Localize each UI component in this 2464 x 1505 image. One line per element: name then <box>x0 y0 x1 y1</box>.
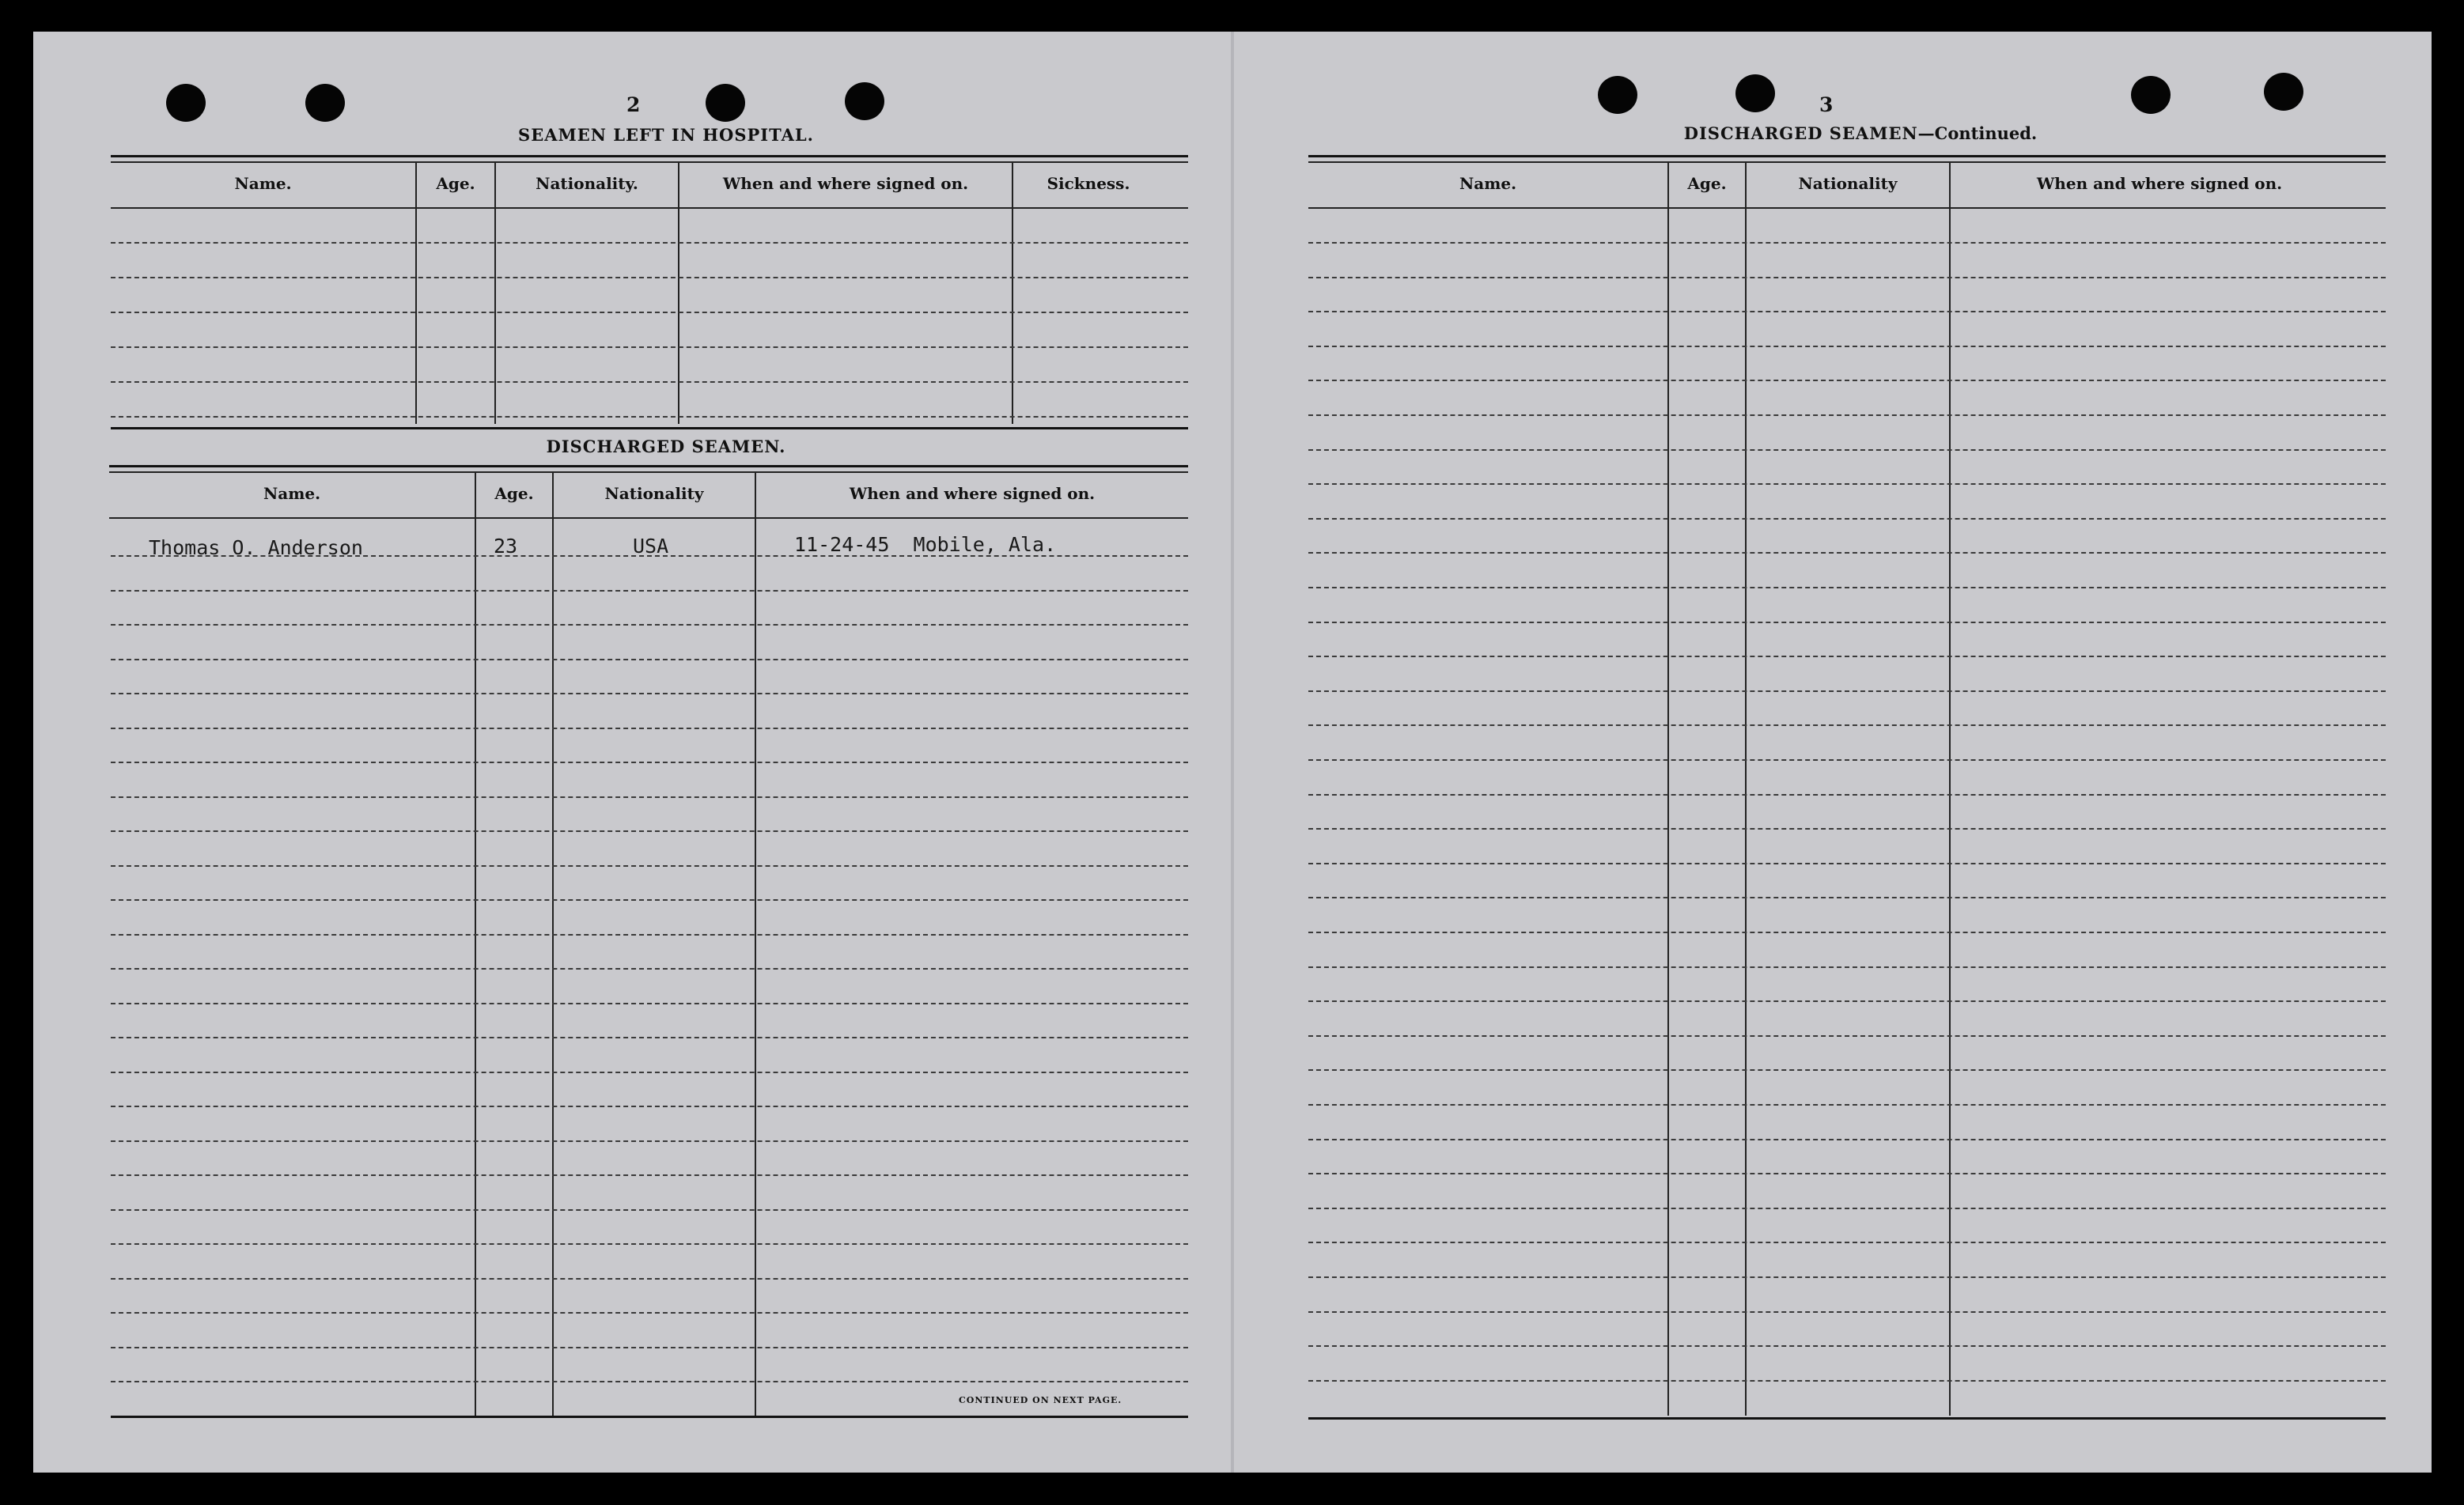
rule <box>111 1416 1188 1418</box>
row-line <box>111 1106 1188 1107</box>
discharged-section-title: DISCHARGED SEAMEN. <box>546 437 786 456</box>
row-line <box>1308 587 2386 588</box>
row-line <box>1308 1311 2386 1313</box>
continued-col-age: Age. <box>1687 174 1727 193</box>
row-line <box>111 1381 1188 1382</box>
col-divider <box>494 163 496 424</box>
discharged-row-name: Thomas O. Anderson <box>149 536 363 559</box>
row-line <box>111 1140 1188 1142</box>
col-divider <box>415 163 417 424</box>
hospital-col-name: Name. <box>234 174 292 193</box>
discharged-col-signed-on: When and where signed on. <box>849 484 1096 503</box>
col-divider <box>1667 163 1669 1416</box>
discharged-col-name: Name. <box>263 484 321 503</box>
rule <box>1669 207 2386 209</box>
row-line <box>1308 1139 2386 1140</box>
page-number-right: 3 <box>1819 93 1834 116</box>
row-line <box>1308 622 2386 623</box>
row-line <box>111 242 1188 244</box>
hospital-col-nationality: Nationality. <box>536 174 638 193</box>
punch-hole <box>1598 76 1637 114</box>
row-line <box>1308 1208 2386 1209</box>
rule <box>109 465 1188 467</box>
row-line <box>1308 518 2386 520</box>
row-line <box>111 1209 1188 1211</box>
row-line <box>111 934 1188 936</box>
row-line <box>1308 552 2386 554</box>
row-line <box>1308 966 2386 968</box>
rule <box>476 517 1188 519</box>
row-line <box>111 590 1188 592</box>
col-divider <box>475 473 476 1416</box>
hospital-col-age: Age. <box>436 174 475 193</box>
row-line <box>1308 1000 2386 1002</box>
row-line <box>111 762 1188 763</box>
rule <box>1308 1417 2386 1420</box>
col-divider <box>755 473 756 1416</box>
continued-col-nationality: Nationality <box>1798 174 1898 193</box>
row-line <box>1308 242 2386 244</box>
punch-hole <box>166 84 206 122</box>
row-line <box>1308 794 2386 796</box>
discharged-col-nationality: Nationality <box>604 484 704 503</box>
rule <box>111 155 1188 157</box>
row-line <box>111 1347 1188 1348</box>
discharged-row-nationality: USA <box>633 535 669 558</box>
row-line <box>1308 1242 2386 1243</box>
punch-hole <box>2131 76 2171 114</box>
row-line <box>111 1037 1188 1038</box>
hospital-section-title: SEAMEN LEFT IN HOSPITAL. <box>518 125 814 145</box>
row-line <box>1308 449 2386 451</box>
row-line <box>1308 690 2386 692</box>
row-line <box>111 1003 1188 1004</box>
row-line <box>1308 724 2386 726</box>
row-line <box>1308 656 2386 657</box>
row-line <box>1308 414 2386 416</box>
row-line <box>111 728 1188 729</box>
row-line <box>111 312 1188 313</box>
row-line <box>111 346 1188 348</box>
rule <box>111 427 1188 429</box>
discharged-row-signed-on: 11-24-45 Mobile, Ala. <box>794 533 1057 556</box>
row-line <box>1308 277 2386 278</box>
discharged-col-age: Age. <box>494 484 534 503</box>
row-line <box>111 659 1188 660</box>
page-fold <box>1231 32 1234 1473</box>
discharged-continued-title <box>1615 123 2106 143</box>
row-line <box>1308 1035 2386 1037</box>
continued-col-signed-on: When and where signed on. <box>2036 174 2283 193</box>
row-line <box>111 830 1188 832</box>
col-divider <box>1745 163 1747 1416</box>
row-line <box>1308 759 2386 761</box>
punch-hole <box>706 84 745 122</box>
row-line <box>111 693 1188 694</box>
discharged-continued-title-suffix: —Continued. <box>1917 123 2038 143</box>
col-divider <box>552 473 554 1416</box>
row-line <box>111 1278 1188 1280</box>
row-line <box>1308 1069 2386 1071</box>
rule <box>111 161 1188 163</box>
row-line <box>1308 1345 2386 1347</box>
row-line <box>1308 1276 2386 1278</box>
row-line <box>1308 1173 2386 1174</box>
rule <box>1308 155 2386 157</box>
row-line <box>111 624 1188 626</box>
punch-hole <box>1735 74 1775 112</box>
row-line <box>111 381 1188 383</box>
hospital-col-sickness: Sickness. <box>1047 174 1130 193</box>
row-line <box>111 1174 1188 1176</box>
row-line <box>111 1243 1188 1245</box>
row-line <box>1308 1104 2386 1106</box>
row-line <box>1308 932 2386 933</box>
punch-hole <box>845 82 884 120</box>
form-sheet <box>33 32 2432 1473</box>
continued-col-name: Name. <box>1459 174 1517 193</box>
row-line <box>1308 311 2386 312</box>
row-line <box>1308 1380 2386 1382</box>
rule <box>1308 161 2386 163</box>
punch-hole <box>305 84 345 122</box>
row-line <box>111 1312 1188 1314</box>
row-line <box>111 899 1188 901</box>
row-line <box>111 277 1188 278</box>
row-line <box>1308 828 2386 830</box>
col-divider <box>1949 163 1951 1416</box>
discharged-row-age: 23 <box>494 535 518 558</box>
row-line <box>111 555 1188 557</box>
row-line <box>1308 897 2386 898</box>
row-line <box>111 968 1188 970</box>
row-line <box>1308 863 2386 864</box>
rule <box>109 517 475 519</box>
row-line <box>1308 483 2386 485</box>
rule <box>109 471 1188 473</box>
col-divider <box>678 163 679 424</box>
row-line <box>111 1072 1188 1073</box>
page-number-left: 2 <box>626 93 641 116</box>
punch-hole <box>2264 73 2303 111</box>
hospital-col-signed-on: When and where signed on. <box>722 174 969 193</box>
row-line <box>111 865 1188 867</box>
row-line <box>1308 380 2386 381</box>
col-divider <box>1012 163 1013 424</box>
row-line <box>111 416 1188 418</box>
continued-note: CONTINUED ON NEXT PAGE. <box>959 1395 1122 1405</box>
row-line <box>1308 346 2386 347</box>
row-line <box>111 796 1188 798</box>
rule <box>1308 207 1667 209</box>
rule <box>111 207 415 209</box>
rule <box>417 207 1188 209</box>
discharged-continued-title-main: DISCHARGED SEAMEN <box>1683 123 1918 143</box>
